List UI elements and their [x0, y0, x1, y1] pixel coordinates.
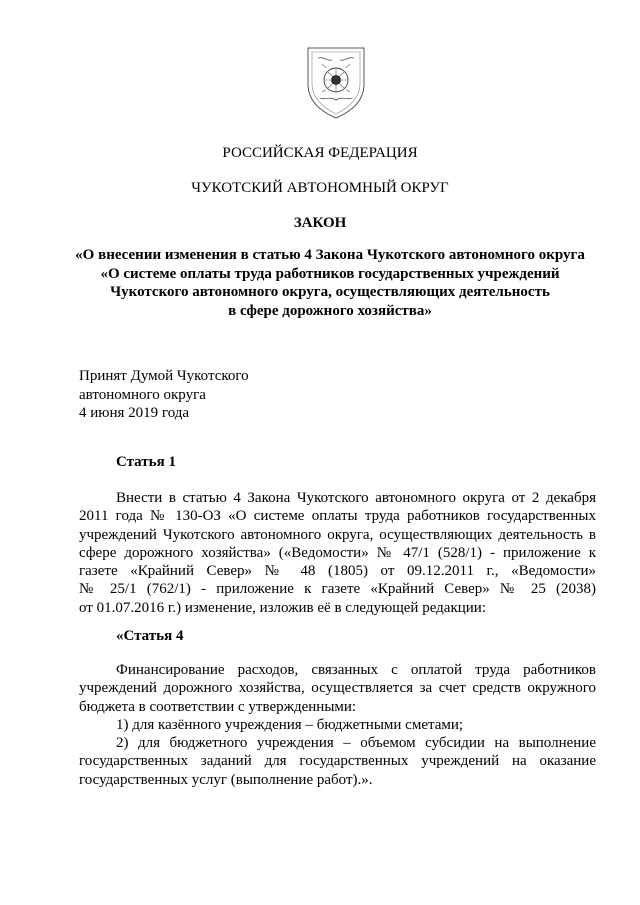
article-1-line: учреждений Чукотского автономного округа, осуществляющих деятельность в: [79, 526, 596, 543]
article-4-line: учреждений дорожного хозяйства, осуществляется за счет средств окружного: [79, 680, 596, 697]
article-1-heading: Статья 1: [116, 454, 176, 470]
article-1-line: 2011 года № 130-ОЗ «О системе оплаты труда работников государственных: [79, 508, 596, 525]
country-name: РОССИЙСКАЯ ФЕДЕРАЦИЯ: [222, 145, 418, 161]
adoption-line: автономного округа: [79, 386, 206, 403]
article-1-line: Внести в статью 4 Закона Чукотского автономного округа от 2 декабря: [116, 490, 596, 506]
document-type: ЗАКОН: [293, 215, 347, 231]
law-title: [60, 246, 600, 320]
article-1-line: от 01.07.2016 г.) изменение, изложив её в следующей редакции:: [79, 599, 486, 616]
article-1-body: [79, 489, 596, 617]
article-1-line: сфере дорожного хозяйства» («Ведомости» № 47/1 (528/1) - приложение к: [79, 544, 596, 561]
article-4-line: бюджета в соответствии с утвержденными:: [79, 698, 357, 715]
article-1-line: газете «Крайний Север» № 48 (1805) от 09.12.2011 г., «Ведомости»: [79, 563, 596, 580]
law-title-line: «О системе оплаты труда работников государственных учреждений: [100, 265, 560, 282]
adoption-info: [79, 367, 249, 423]
article-4-heading: «Статья 4: [116, 628, 184, 644]
region-name: ЧУКОТСКИЙ АВТОНОМНЫЙ ОКРУГ: [191, 180, 449, 196]
article-4-body: [79, 661, 596, 789]
article-4-item-2-line: государственных услуг (выполнение работ).».: [79, 771, 373, 788]
coat-of-arms-emblem: [302, 44, 370, 120]
article-4-item-2-line: государственных заданий для государственных учреждений на оказание: [79, 753, 596, 770]
law-title-line: в сфере дорожного хозяйства»: [228, 302, 432, 319]
article-4-item-2-line: 2) для бюджетного учреждения – объемом субсидии на выполнение: [116, 735, 596, 752]
adoption-line: Принят Думой Чукотского: [79, 368, 249, 384]
law-title-line: Чукотского автономного округа, осуществляющих деятельность: [110, 284, 550, 300]
law-title-line: «О внесении изменения в статью 4 Закона Чукотского автономного округа: [75, 247, 585, 263]
article-1-line: № 25/1 (762/1) - приложение к газете «Крайний Север» № 25 (2038): [79, 581, 596, 598]
article-4-line: Финансирование расходов, связанных с оплатой труда работников: [116, 662, 596, 678]
adoption-date: 4 июня 2019 года: [79, 405, 190, 421]
article-4-item-1: 1) для казённого учреждения – бюджетными сметами;: [116, 716, 464, 733]
